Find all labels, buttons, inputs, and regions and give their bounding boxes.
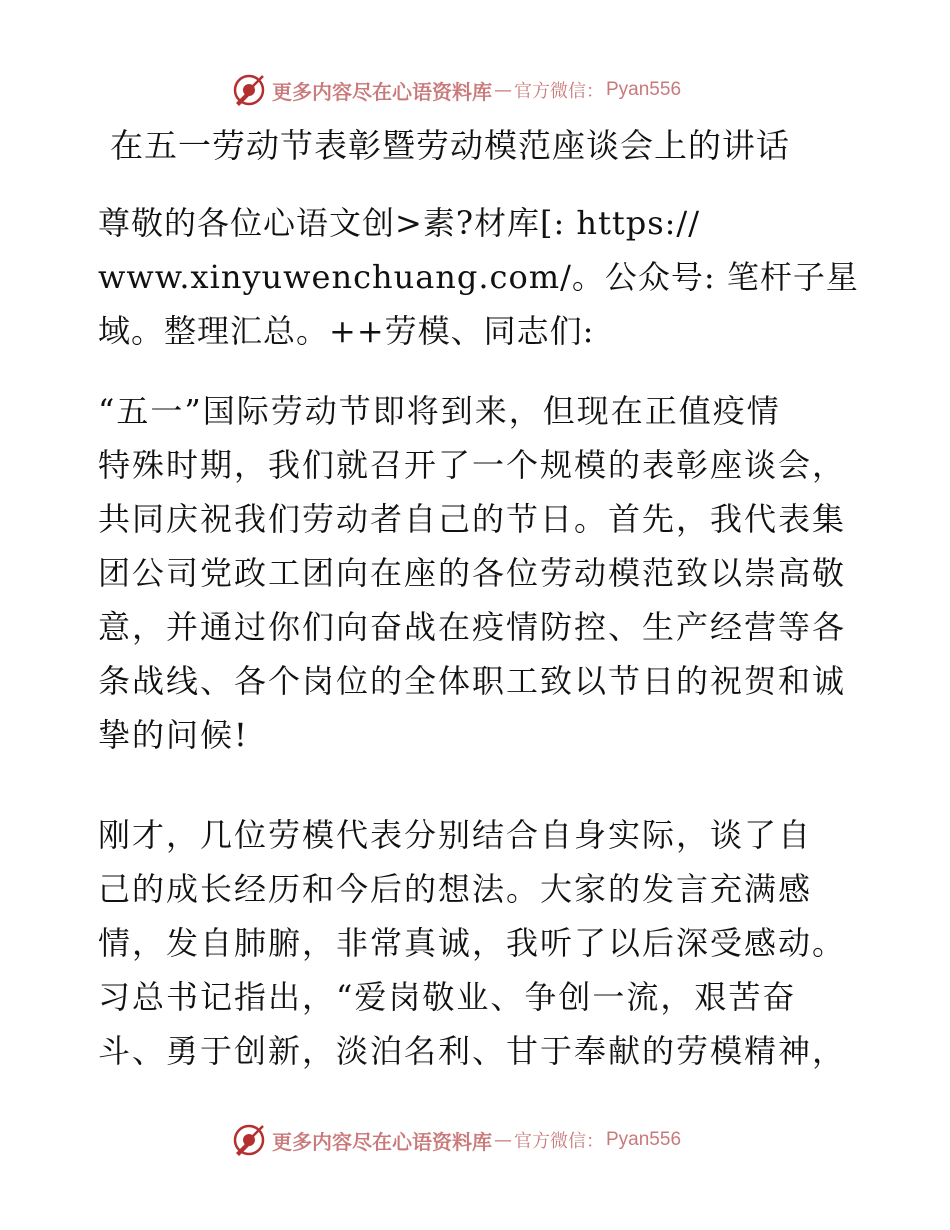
pen-logo-icon xyxy=(232,73,266,107)
paragraph-line: 刚才，几位劳模代表分别结合自身实际，谈了自 xyxy=(98,816,813,854)
watermark-wechat-handle: Pyan556 xyxy=(606,1129,682,1150)
paragraph-line: 域。整理汇总。++劳模、同志们: xyxy=(98,312,595,350)
paragraph-remarks xyxy=(98,808,846,1078)
paragraph-line: 尊敬的各位心语文创>素?材库[: https:// xyxy=(98,204,700,242)
paragraph-line: www.xinyuwenchuang.com/。公众号: 笔杆子星 xyxy=(98,258,859,296)
paragraph-line: 挚的问候! xyxy=(98,716,249,754)
watermark-promo-text: 更多内容尽在心语资料库 xyxy=(272,79,492,104)
paragraph-opening xyxy=(98,384,846,762)
paragraph-line: 共同庆祝我们劳动者自己的节日。首先，我代表集 xyxy=(98,500,847,538)
paragraph-greeting xyxy=(98,196,859,358)
paragraph-line: 斗、勇于创新，淡泊名利、甘于奉献的劳模精神， xyxy=(98,1032,847,1070)
pen-logo-icon xyxy=(232,1123,266,1157)
paragraph-line: 条战线、各个岗位的全体职工致以节日的祝贺和诚 xyxy=(98,662,847,700)
paragraph-line: 团公司党政工团向在座的各位劳动模范致以崇高敬 xyxy=(98,554,847,592)
watermark-dash: — xyxy=(494,1129,512,1151)
header-watermark-banner xyxy=(232,70,681,110)
paragraph-line: 情，发自肺腑，非常真诚，我听了以后深受感动。 xyxy=(98,924,847,962)
watermark-official-label: 官方微信： xyxy=(514,1131,604,1152)
paragraph-line: 己的成长经历和今后的想法。大家的发言充满感 xyxy=(98,870,813,908)
paragraph-line: 意，并通过你们向奋战在疫情防控、生产经营等各 xyxy=(98,608,847,646)
footer-watermark-banner xyxy=(232,1120,681,1160)
paragraph-line: 特殊时期，我们就召开了一个规模的表彰座谈会， xyxy=(98,446,847,484)
watermark-official-label: 官方微信： xyxy=(514,81,604,102)
paragraph-line: “五一”国际劳动节即将到来，但现在正值疫情 xyxy=(98,392,781,430)
document-title: 在五一劳动节表彰暨劳动模范座谈会上的讲话 xyxy=(110,126,790,165)
watermark-wechat-handle: Pyan556 xyxy=(606,79,682,100)
watermark-promo-text: 更多内容尽在心语资料库 xyxy=(272,1129,492,1154)
watermark-dash: — xyxy=(494,79,512,101)
paragraph-line: 习总书记指出，“爱岗敬业、争创一流，艰苦奋 xyxy=(98,978,797,1016)
